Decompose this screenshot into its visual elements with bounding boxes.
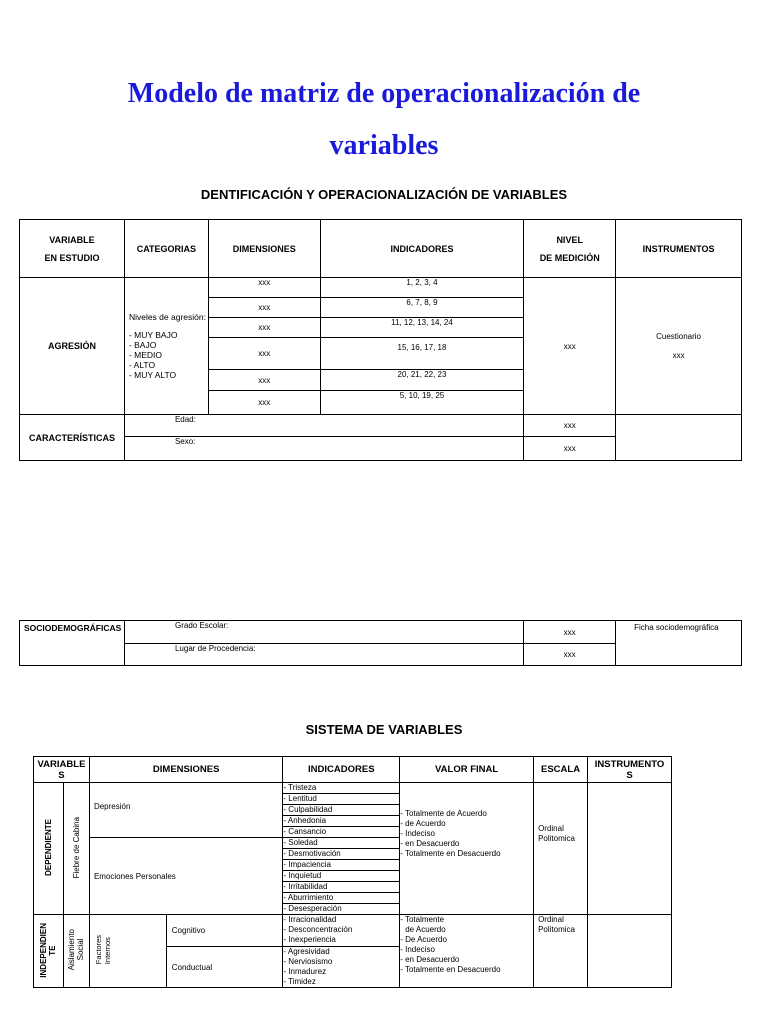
independiente-label	[39, 923, 57, 978]
valor-item: - de Acuerdo	[400, 818, 446, 828]
dimension-depresion: Depresión	[89, 783, 282, 838]
sociodemographic-label: Lugar de Procedencia:	[124, 644, 523, 666]
variable-caracteristicas: CARACTERÍSTICAS	[20, 415, 125, 461]
valor-item: - De Acuerdo	[400, 935, 447, 944]
header-dimensiones: DIMENSIONES	[208, 220, 320, 278]
independiente-label-line2: TE	[48, 944, 58, 956]
escala-item: Politomica	[538, 925, 575, 934]
indicator-item: - Desmotivación	[283, 849, 399, 860]
table-row	[20, 278, 742, 298]
categorias-title: Niveles de agresión:	[128, 312, 206, 322]
header-nivel-line2: DE MEDICIÓN	[539, 252, 600, 263]
dimension-cell: xxx	[208, 278, 320, 298]
valor-final-independiente	[400, 915, 534, 988]
valor-final-dependiente	[400, 783, 534, 915]
valor-item: - Totalmente en Desacuerdo	[400, 965, 501, 974]
factores-line1: Factores	[93, 935, 103, 965]
nivel-cell: xxx	[524, 437, 616, 461]
instrumento-agresion	[616, 278, 742, 415]
indicator-item: - Timidez	[283, 977, 316, 986]
indicator-item: - Culpabilidad	[283, 805, 399, 816]
indicator-cell: 11, 12, 13, 14, 24	[320, 318, 524, 338]
indicator-item: - Aburrimiento	[283, 893, 399, 904]
nivel-agresion: xxx	[524, 278, 616, 415]
caracteristica-label: Sexo:	[124, 437, 523, 461]
variables-system-table	[33, 756, 672, 988]
dependiente-sublabel-cell	[63, 783, 89, 915]
header-variable-line1: VARIABLE	[49, 234, 95, 245]
indicators-conductual	[283, 947, 400, 988]
dimension-cell: xxx	[208, 391, 320, 415]
valor-item: - Indeciso	[400, 828, 435, 838]
valor-item: - Totalmente en Desacuerdo	[400, 848, 501, 858]
table-row	[20, 621, 742, 644]
header-nivel	[524, 220, 616, 278]
header-categorias: CATEGORIAS	[124, 220, 208, 278]
indicator-item: - Inexperiencia	[283, 935, 336, 944]
indicator-cell: 5, 10, 19, 25	[320, 391, 524, 415]
indicators-depresion	[283, 783, 400, 838]
independiente-sublabel	[67, 929, 85, 970]
indicator-cell: 6, 7, 8, 9	[320, 298, 524, 318]
header-variables-line2: S	[58, 769, 65, 781]
valor-item: de Acuerdo	[405, 925, 446, 934]
header-variables-line1: VARIABLE	[37, 758, 86, 770]
table-row	[34, 783, 672, 838]
indicator-item: - Inmadurez	[283, 967, 327, 976]
escala-independiente	[534, 915, 588, 988]
indicators-emociones	[283, 838, 400, 915]
indicator-item: - Agresividad	[283, 947, 330, 956]
header-escala: ESCALA	[534, 757, 588, 783]
header-variable-line2: EN ESTUDIO	[44, 252, 100, 263]
independiente-sublabel-line2: Social	[76, 939, 86, 961]
dimension-cell: xxx	[208, 298, 320, 318]
operationalization-table	[19, 219, 742, 461]
independiente-label-line1: INDEPENDIEN	[39, 922, 49, 978]
nivel-cell: xxx	[524, 621, 616, 644]
section2-heading: SISTEMA DE VARIABLES	[305, 722, 463, 737]
factores-internos	[94, 935, 112, 964]
variable-agresion: AGRESIÓN	[20, 278, 125, 415]
escala-item: Ordinal	[538, 915, 564, 924]
header-variable	[20, 220, 125, 278]
dimension-cell: xxx	[208, 370, 320, 391]
categoria-item: - MUY BAJO	[128, 330, 178, 340]
header-variables	[34, 757, 90, 783]
header-instrumentos: INSTRUMENTOS	[616, 220, 742, 278]
indicator-cell: 15, 16, 17, 18	[320, 338, 524, 370]
instrumento-code: xxx	[672, 351, 685, 360]
categoria-item: - MEDIO	[128, 350, 162, 360]
header-indicadores: INDICADORES	[283, 757, 400, 783]
indicators-cognitivo	[283, 915, 400, 947]
escala-dependiente	[534, 783, 588, 915]
categoria-item: - BAJO	[128, 340, 157, 350]
factores-internos-cell	[89, 915, 166, 988]
nivel-cell: xxx	[524, 644, 616, 666]
indicator-item: - Tristeza	[283, 783, 399, 794]
indicator-item: - Irracionalidad	[283, 915, 337, 924]
header-instrumentos-line2: S	[626, 769, 633, 781]
indicator-item: - Nerviosismo	[283, 957, 333, 966]
valor-item: - en Desacuerdo	[400, 838, 460, 848]
dependiente-label: DEPENDIENTE	[43, 819, 53, 876]
sociodemographic-label: Grado Escolar:	[124, 621, 523, 644]
categoria-item: - MUY ALTO	[128, 370, 177, 380]
header-dimensiones: DIMENSIONES	[89, 757, 282, 783]
variable-sociodemograficas: SOCIODEMOGRÁFICAS	[20, 621, 125, 666]
independiente-sublabel-line1: Aislamiento	[67, 929, 77, 971]
valor-item: - Totalmente	[400, 915, 445, 924]
independiente-sublabel-cell	[63, 915, 89, 988]
indicator-item: - Impaciencia	[283, 860, 399, 871]
valor-item: - en Desacuerdo	[400, 955, 460, 964]
page-title-line1: Modelo de matriz de operacionalización de	[127, 78, 641, 109]
indicator-item: - Inquietud	[283, 871, 399, 882]
instrumento-ficha: Ficha sociodemográfica	[616, 621, 742, 666]
table-row	[20, 415, 742, 437]
instrumentos-dependiente	[588, 783, 672, 915]
dimension-emociones: Emociones Personales	[89, 838, 282, 915]
indicator-item: - Irritabilidad	[283, 882, 399, 893]
indicator-item: - Desesperación	[283, 904, 342, 913]
factores-line2: Internos	[102, 937, 112, 965]
indicator-item: - Anhedonia	[283, 816, 399, 827]
instrumento-empty	[616, 415, 742, 461]
caracteristica-label: Edad:	[124, 415, 523, 437]
variable-dependiente	[34, 783, 64, 915]
table-row	[34, 915, 672, 947]
dependiente-sublabel: Fiebre de Cabina	[71, 816, 81, 879]
indicator-item: - Desconcentración	[283, 925, 353, 934]
indicator-item: - Lentitud	[283, 794, 399, 805]
header-instrumentos-line1: INSTRUMENTO	[594, 758, 665, 770]
dimension-cell: xxx	[208, 318, 320, 338]
instrumento-name: Cuestionario	[656, 332, 702, 341]
indicator-item: - Soledad	[283, 838, 399, 849]
section1-heading: DENTIFICACIÓN Y OPERACIONALIZACIÓN DE VARIABLES	[200, 187, 568, 202]
categoria-item: - ALTO	[128, 360, 156, 370]
table-header-row	[20, 220, 742, 278]
table-header-row	[34, 757, 672, 783]
indicator-item: - Cansancio	[283, 827, 327, 836]
variable-independiente	[34, 915, 64, 988]
header-instrumentos	[588, 757, 672, 783]
header-valor-final: VALOR FINAL	[400, 757, 534, 783]
sociodemographic-table	[19, 620, 742, 666]
nivel-cell: xxx	[524, 415, 616, 437]
page-title-line2: variables	[329, 130, 439, 161]
instrumentos-independiente	[588, 915, 672, 988]
header-nivel-line1: NIVEL	[556, 234, 583, 245]
escala-item: Ordinal	[538, 823, 564, 833]
valor-item: - Totalmente de Acuerdo	[400, 808, 487, 818]
valor-item: - Indeciso	[400, 945, 435, 954]
escala-item: Politomica	[538, 833, 575, 843]
indicator-cell: 1, 2, 3, 4	[320, 278, 524, 298]
dimension-cell: xxx	[208, 338, 320, 370]
categorias-cell	[124, 278, 208, 415]
header-indicadores: INDICADORES	[320, 220, 524, 278]
indicator-cell: 20, 21, 22, 23	[320, 370, 524, 391]
dimension-cognitivo: Cognitivo	[166, 915, 283, 947]
dimension-conductual: Conductual	[166, 947, 283, 988]
